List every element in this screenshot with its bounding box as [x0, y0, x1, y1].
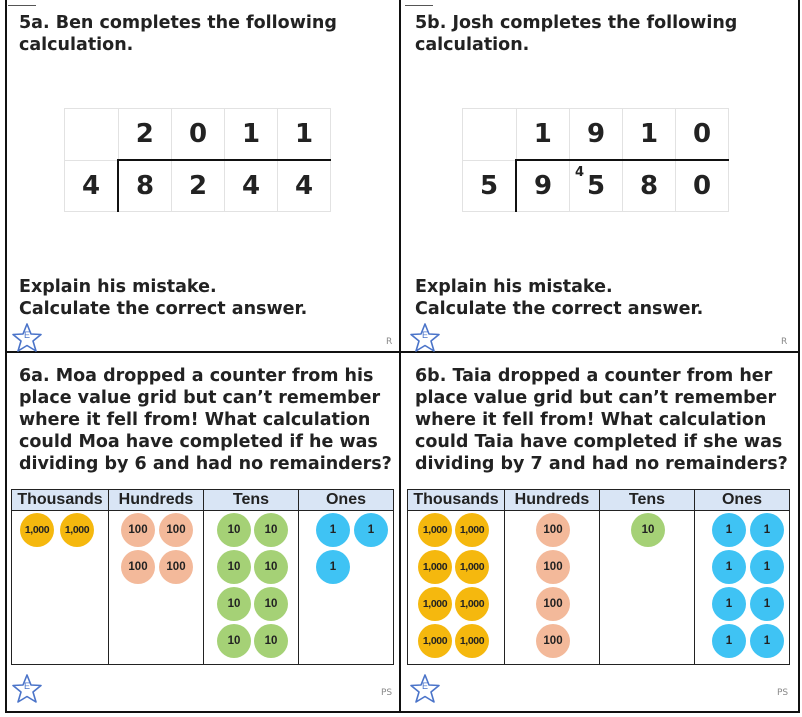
- divisor-digit: 5: [463, 160, 517, 212]
- counter-thousand: 1,000: [418, 587, 452, 621]
- quotient-digit: 0: [172, 109, 225, 161]
- quotient-digit: 1: [225, 109, 278, 161]
- empty-cell: [65, 109, 119, 161]
- panel-5b: [401, 0, 796, 351]
- counter-one: 1: [750, 513, 784, 547]
- star-icon: [11, 673, 43, 705]
- dividend-digit: 8: [118, 160, 172, 212]
- panel-6a: [5, 353, 399, 711]
- instructions: Explain his mistake. Calculate the correct answer.: [19, 277, 308, 319]
- place-value-grid: [11, 489, 394, 665]
- counter-hundred: 100: [121, 550, 155, 584]
- counter-ten: 10: [254, 550, 288, 584]
- dividend-digit: 0: [676, 160, 729, 212]
- question-title: 6b. Taia dropped a counter from her place value grid but can’t remember where it fell from! What calculation could Taia have completed if she was dividing by 7 and had no remainders?: [415, 366, 788, 474]
- column-header: Ones: [695, 490, 789, 511]
- star-icon: [409, 673, 441, 705]
- counter-ten: 10: [254, 513, 288, 547]
- counter-thousand: 1,000: [60, 513, 94, 547]
- counter-one: 1: [712, 550, 746, 584]
- star-letter: E: [421, 681, 428, 691]
- counter-thousand: 1,000: [418, 513, 452, 547]
- counter-hundred: 100: [121, 513, 155, 547]
- quotient-digit: 9: [570, 109, 623, 161]
- counter-one: 1: [712, 513, 746, 547]
- counter-ten: 10: [217, 550, 251, 584]
- counter-thousand: 1,000: [455, 624, 489, 658]
- division-grid: [462, 108, 729, 212]
- counter-thousand: 1,000: [418, 624, 452, 658]
- question-code: PS: [381, 688, 393, 698]
- counter-one: 1: [712, 624, 746, 658]
- counter-hundred: 100: [159, 550, 193, 584]
- dividend-digit: 2: [172, 160, 225, 212]
- quotient-digit: 1: [623, 109, 676, 161]
- counter-hundred: 100: [536, 624, 570, 658]
- quotient-digit: 1: [516, 109, 570, 161]
- star-letter: E: [421, 330, 428, 340]
- question-code: R: [386, 337, 393, 347]
- panel-6b: [401, 353, 796, 711]
- column-thousands: [408, 490, 505, 664]
- question-title: 5b. Josh completes the following calculation.: [415, 13, 738, 55]
- column-tens: [600, 490, 695, 664]
- quotient-digit: 0: [676, 109, 729, 161]
- column-header: Thousands: [12, 490, 108, 511]
- carry-digit: 4: [575, 165, 585, 180]
- counter-hundred: 100: [536, 550, 570, 584]
- counter-thousand: 1,000: [455, 513, 489, 547]
- counter-ten: 10: [217, 624, 251, 658]
- star-icon: [409, 322, 441, 354]
- question-title: 5a. Ben completes the following calculation.: [19, 13, 337, 55]
- counter-one: 1: [712, 587, 746, 621]
- quotient-digit: 1: [278, 109, 331, 161]
- counter-one: 1: [750, 587, 784, 621]
- column-thousands: [12, 490, 109, 664]
- star-letter: E: [23, 681, 30, 691]
- counter-thousand: 1,000: [455, 587, 489, 621]
- column-header: Ones: [299, 490, 393, 511]
- question-code: PS: [777, 688, 789, 698]
- counter-ten: 10: [631, 513, 665, 547]
- column-header: Hundreds: [109, 490, 203, 511]
- counter-ten: 10: [217, 513, 251, 547]
- column-header: Tens: [204, 490, 298, 511]
- counter-hundred: 100: [159, 513, 193, 547]
- dividend-digit: 8: [623, 160, 676, 212]
- dividend-digit: 4: [225, 160, 278, 212]
- dividend-digit: 4: [278, 160, 331, 212]
- column-header: Thousands: [408, 490, 504, 511]
- counter-hundred: 100: [536, 587, 570, 621]
- column-tens: [204, 490, 299, 664]
- star-icon: [11, 322, 43, 354]
- counter-one: 1: [750, 624, 784, 658]
- column-hundreds: [109, 490, 204, 664]
- divisor-digit: 4: [65, 160, 119, 212]
- counter-hundred: 100: [536, 513, 570, 547]
- dividend-digit-with-carry: [570, 160, 623, 212]
- panel-5a: [5, 0, 399, 351]
- counter-one: 1: [750, 550, 784, 584]
- column-header: Tens: [600, 490, 694, 511]
- counter-ten: 10: [217, 587, 251, 621]
- column-hundreds: [505, 490, 600, 664]
- place-value-grid: [407, 489, 790, 665]
- counter-one: 1: [354, 513, 388, 547]
- question-title: 6a. Moa dropped a counter from his place value grid but can’t remember where it fell from! What calculation could Moa have completed if he was dividing by 6 and had no remainders?: [19, 366, 392, 474]
- instructions: Explain his mistake. Calculate the correct answer.: [415, 277, 704, 319]
- counter-ten: 10: [254, 587, 288, 621]
- question-code: R: [781, 337, 788, 347]
- dividend-digit: 9: [516, 160, 570, 212]
- column-ones: [695, 490, 789, 664]
- column-ones: [299, 490, 393, 664]
- counter-thousand: 1,000: [418, 550, 452, 584]
- counter-one: 1: [316, 513, 350, 547]
- counter-thousand: 1,000: [455, 550, 489, 584]
- column-header: Hundreds: [505, 490, 599, 511]
- empty-cell: [463, 109, 517, 161]
- counter-one: 1: [316, 550, 350, 584]
- star-letter: E: [23, 330, 30, 340]
- counter-ten: 10: [254, 624, 288, 658]
- counter-thousand: 1,000: [20, 513, 54, 547]
- division-grid: [64, 108, 331, 212]
- dividend-digit: 5: [586, 171, 606, 201]
- quotient-digit: 2: [118, 109, 172, 161]
